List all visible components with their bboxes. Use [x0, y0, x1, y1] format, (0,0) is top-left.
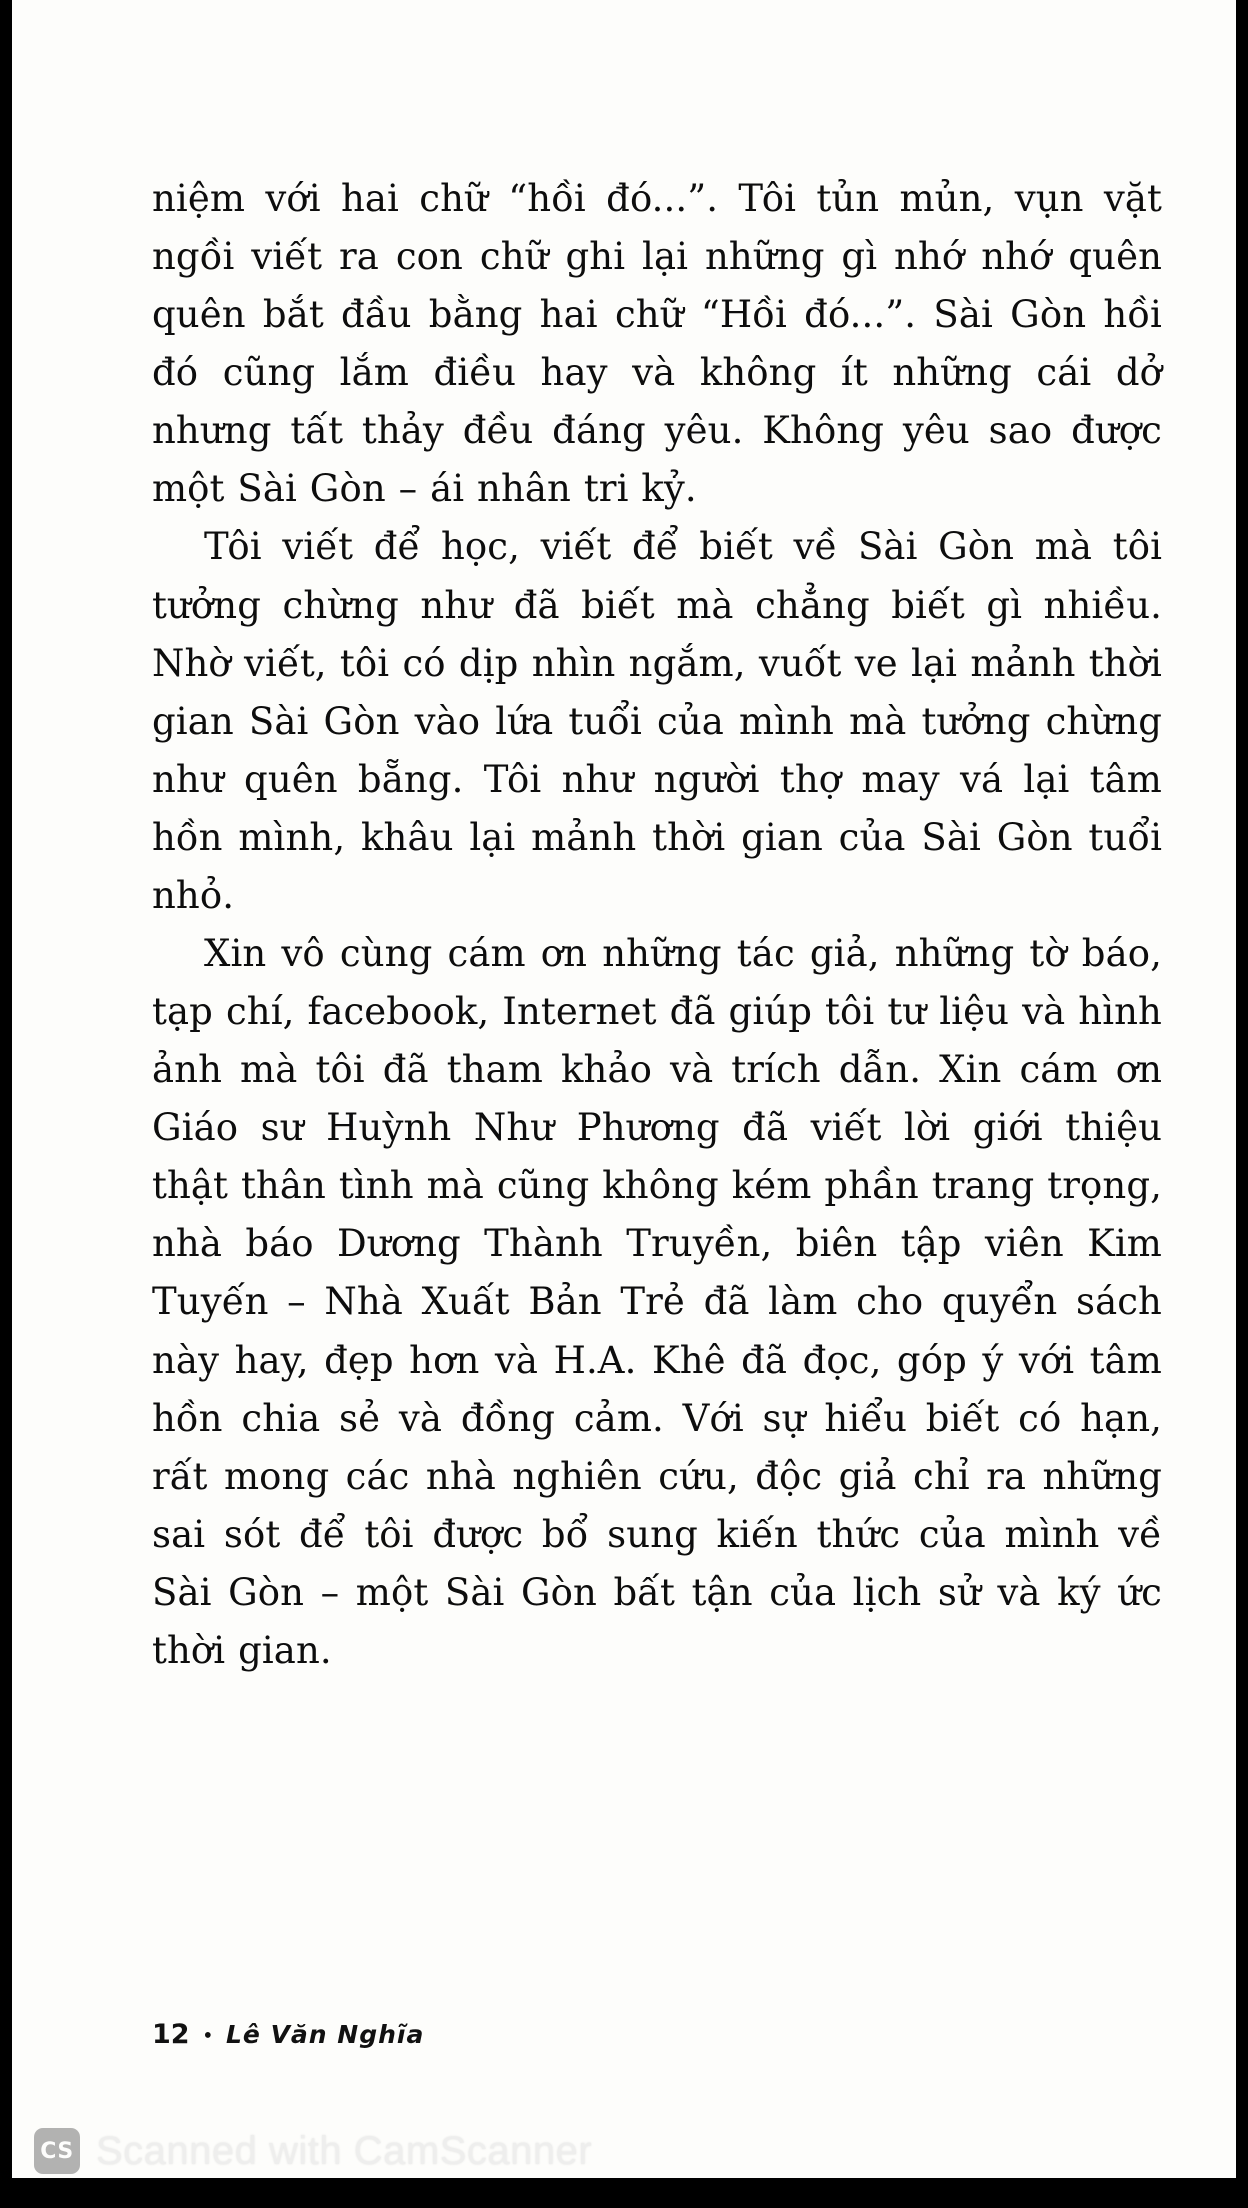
page-text-body: [152, 170, 1162, 1680]
camscanner-watermark: [34, 2128, 592, 2174]
footer-separator: •: [203, 2023, 212, 2049]
page-footer: [152, 2019, 1162, 2050]
page-number: 12: [152, 2019, 190, 2050]
camscanner-watermark-text: Scanned with CamScanner: [96, 2128, 593, 2173]
book-page: [12, 0, 1236, 2178]
paragraph: Xin vô cùng cám ơn những tác giả, những tờ báo, tạp chí, facebook, Internet đã giúp tôi tư liệu và hình ảnh mà tôi đã tham khảo và trích dẫn. Xin cám ơn Giáo sư Huỳnh Như Phương đã viết lời giới thiệu thật thân tình mà cũng không kém phần trang trọng, nhà báo Dương Thành Truyền, biên tập viên Kim Tuyến – Nhà Xuất Bản Trẻ đã làm cho quyển sách này hay, đẹp hơn và H.A. Khê đã đọc, góp ý với tâm hồn chia sẻ và đồng cảm. Với sự hiểu biết có hạn, rất mong các nhà nghiên cứu, độc giả chỉ ra những sai sót để tôi được bổ sung kiến thức của mình về Sài Gòn – một Sài Gòn bất tận của lịch sử và ký ức thời gian.: [152, 932, 1162, 1672]
paragraph: niệm với hai chữ “hồi đó...”. Tôi tủn mủn, vụn vặt ngồi viết ra con chữ ghi lại những gì nhớ nhớ quên quên bắt đầu bằng hai chữ “Hồi đó...”. Sài Gòn hồi đó cũng lắm điều hay và không ít những cái dở nhưng tất thảy đều đáng yêu. Không yêu sao được một Sài Gòn – ái nhân tri kỷ.: [152, 177, 1162, 511]
paragraph: Tôi viết để học, viết để biết về Sài Gòn mà tôi tưởng chừng như đã biết mà chẳng biết gì nhiều. Nhờ viết, tôi có dịp nhìn ngắm, vuốt ve lại mảnh thời gian Sài Gòn vào lứa tuổi của mình mà tưởng chừng như quên bẵng. Tôi như người thợ may vá lại tâm hồn mình, khâu lại mảnh thời gian của Sài Gòn tuổi nhỏ.: [152, 525, 1162, 917]
camscanner-logo-icon: CS: [34, 2128, 80, 2174]
footer-author-name: Lê Văn Nghĩa: [225, 2020, 425, 2049]
